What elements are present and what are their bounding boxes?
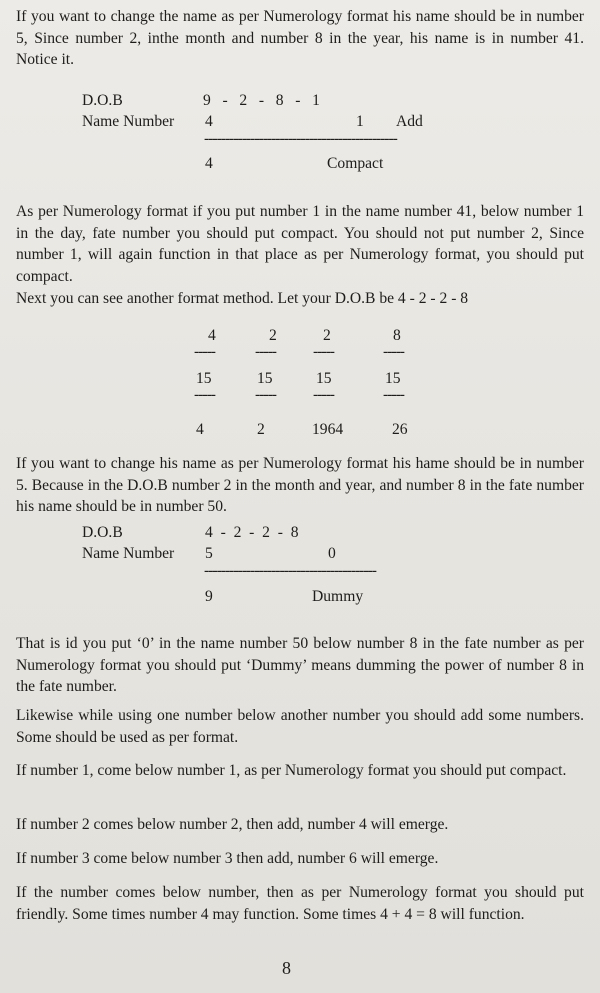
dob-value: 9 - 2 - 8 - 1: [203, 92, 320, 109]
short-separator: -----: [313, 343, 334, 360]
paragraph: If you want to change the name as per Numerology format his name should be in number 5, Since number 2, inthe month and number 8 in the year, his name is in number 41. Notice it.: [16, 8, 584, 68]
short-separator: -----: [313, 386, 334, 403]
paragraph: Next you can see another format method. Let your D.O.B be 4 - 2 - 2 - 8: [16, 290, 469, 307]
table-cell: 4: [196, 421, 204, 438]
result-first: 4: [205, 155, 213, 172]
compact-note: Compact: [327, 155, 384, 172]
name-number-first: 5: [205, 545, 213, 562]
separator-line: -----------------------------------------: [204, 562, 376, 579]
dob-label: D.O.B: [82, 524, 123, 541]
table-cell: 15: [385, 370, 401, 387]
name-number-first: 4: [205, 113, 213, 130]
short-separator: -----: [255, 343, 276, 360]
dob-value: 4 - 2 - 2 - 8: [205, 524, 299, 541]
table-cell: 2: [323, 327, 331, 344]
page-number: 8: [282, 958, 291, 978]
dob-label: D.O.B: [82, 92, 123, 109]
short-separator: -----: [194, 386, 215, 403]
table-cell: 1964: [312, 421, 344, 438]
table-cell: 15: [196, 370, 212, 387]
paragraph: That is id you put ‘0’ in the name number 50 below number 8 in the fate number as per Numerology format you should put ‘Dummy’ means dumming the power of number 8 in the fate number.: [16, 635, 584, 695]
name-number-second: 1: [356, 113, 364, 130]
table-cell: 8: [393, 327, 401, 344]
short-separator: -----: [255, 386, 276, 403]
table-cell: 15: [257, 370, 273, 387]
dummy-note: Dummy: [312, 588, 364, 605]
separator-line: ----------------------------------------------: [204, 130, 397, 147]
name-number-second: 0: [328, 545, 336, 562]
paragraph: If you want to change his name as per Numerology format his hame should be in number 5. Because in the D.O.B number 2 in the month and year, and number 8 in the fate number his name should be in number 50.: [16, 455, 584, 515]
table-cell: 15: [316, 370, 332, 387]
add-note: Add: [396, 113, 423, 130]
paragraph: If number 1, come below number 1, as per Numerology format you should put compact.: [16, 762, 567, 779]
result-first: 9: [205, 588, 213, 605]
table-cell: 2: [257, 421, 265, 438]
table-cell: 2: [269, 327, 277, 344]
name-number-label: Name Number: [82, 113, 175, 130]
paragraph: Likewise while using one number below another number you should add some numbers. Some should be used as per format.: [16, 707, 584, 746]
table-cell: 26: [392, 421, 408, 438]
short-separator: -----: [383, 343, 404, 360]
short-separator: -----: [383, 386, 404, 403]
paragraph: If the number comes below number, then as per Numerology format you should put friendly. Some times number 4 may function. Some times 4 + 4 = 8 will function.: [16, 884, 584, 923]
paragraph: If number 2 comes below number 2, then add, number 4 will emerge.: [16, 816, 449, 833]
paragraph: If number 3 come below number 3 then add, number 6 will emerge.: [16, 850, 439, 867]
paragraph: As per Numerology format if you put number 1 in the name number 41, below number 1 in the day, fate number you should put compact. You should not put number 2, Since number 1, will again function in that place as per Numerology format, you should put compact.: [16, 203, 584, 285]
table-cell: 4: [208, 327, 216, 344]
short-separator: -----: [194, 343, 215, 360]
name-number-label: Name Number: [82, 545, 175, 562]
